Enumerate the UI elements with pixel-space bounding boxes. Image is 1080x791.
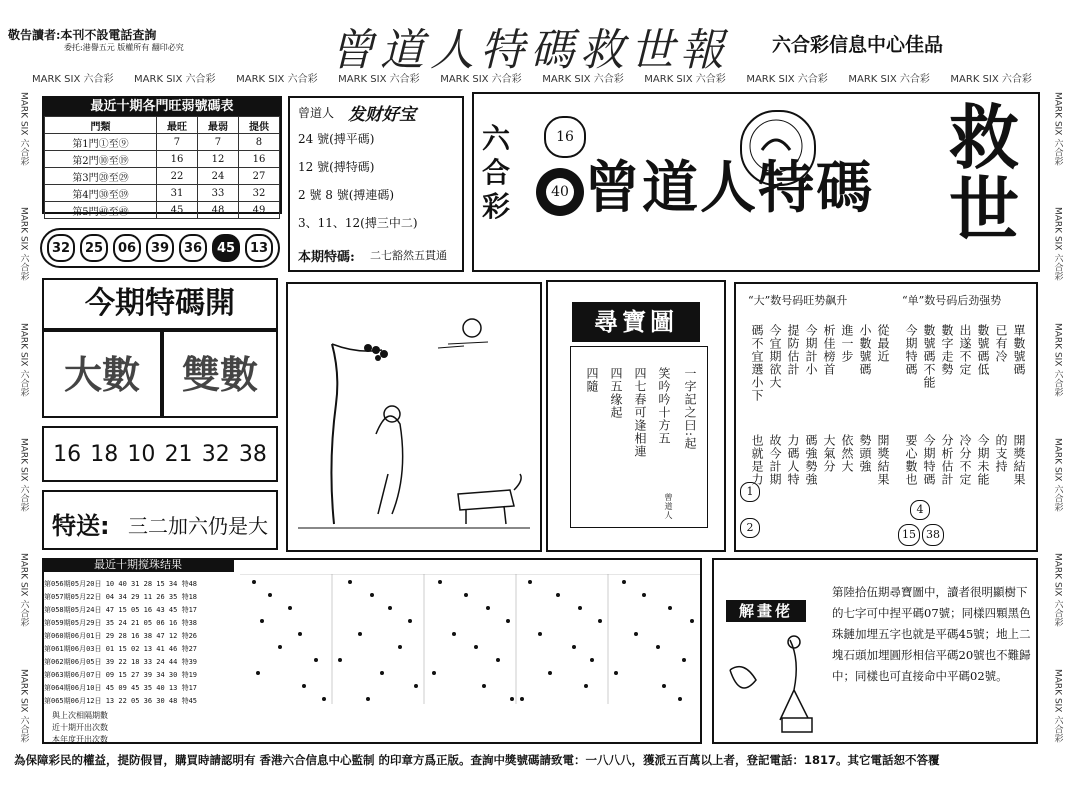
trend-col: 從最近 [876, 324, 890, 363]
table-row [45, 202, 280, 219]
table-cell: 7 [157, 134, 198, 151]
trend-col: 單數號碼 [1012, 324, 1026, 376]
explain-banner: 解畫佬 [726, 600, 806, 622]
explain-panel [712, 558, 1038, 744]
table-cell: 48 [197, 202, 238, 219]
trend-col: 析佳榜首 [822, 324, 836, 376]
main-title-panel [472, 92, 1040, 272]
footer-text: 為保障彩民的權益，提防假冒，購買時請認明有 香港六合信息中心監制 的印章方爲正版。查詢中獎號碼請致電：一八八八，獲派五百萬以上者，登記電話：1817。其它電話恕不答覆 [14, 753, 940, 767]
trend-col: 出遂不定 [958, 324, 972, 376]
brand-mark: MARK SIX 六合彩 [18, 553, 29, 627]
trend-col: 進一步 [840, 324, 854, 363]
tip-line: 3、11、12(搏三中二) [298, 216, 418, 230]
number-ball: 13 [245, 234, 273, 262]
trend-col: 的支持 [994, 434, 1008, 473]
result-row: 第061期06月03日 01 15 02 13 41 46 特27 [44, 645, 198, 653]
main-title-jiu: 救世 [949, 96, 1019, 251]
brand-mark: MARK SIX 六合彩 [18, 92, 29, 166]
number-ball: 06 [113, 234, 141, 262]
tip-line: 2 號 8 號(搏連碼) [298, 188, 395, 202]
dot-grid-svg [240, 574, 700, 704]
table-cell: 49 [238, 202, 279, 219]
table-cell: 第2門⑩至⑲ [45, 151, 157, 168]
trend-col: 今期特碼 [922, 434, 936, 486]
trend-col: 力碼人特 [786, 434, 800, 486]
table-cell: 第1門①至⑨ [45, 134, 157, 151]
title-ball-number: 40 [546, 178, 574, 206]
brand-mark: MARK SIX 六合彩 [236, 74, 318, 85]
results-dot-grid [240, 574, 700, 704]
scroll-col: 笑吟吟十方五 [657, 367, 671, 445]
trend-heading-odd: “单”数号码后劲强势 [902, 294, 1002, 307]
circle-number: 38 [922, 524, 944, 546]
number-ball: 45 [212, 234, 240, 262]
circle-number: 15 [898, 524, 920, 546]
big-small: 大數 [42, 330, 162, 418]
stat-label: 與上次相隔期數 [52, 711, 108, 720]
circle-number: 2 [740, 518, 760, 538]
trend-col: 今宜期欲大 [768, 324, 782, 389]
copyright-text: 委托:港譽五元 版權所有 翻印必究 [64, 43, 184, 52]
illustration-panel [286, 282, 542, 552]
table-cell: 33 [197, 185, 238, 202]
trends-panel [734, 282, 1038, 552]
trend-col: 依然大 [840, 434, 854, 473]
trend-heading-big: “大”数号码旺势飙升 [748, 294, 848, 307]
table-cell: 27 [238, 168, 279, 185]
stat-label: 本年度开出次数 [52, 735, 108, 744]
results-title: 最近十期搅珠结果 [42, 558, 234, 572]
trend-col: 數字走勢 [940, 324, 954, 376]
trend-col: 今期未能 [976, 434, 990, 486]
brand-mark: MARK SIX 六合彩 [1052, 322, 1063, 396]
brand-mark: MARK SIX 六合彩 [440, 74, 522, 85]
trend-col: 冷分不定 [958, 434, 972, 486]
brand-mark: MARK SIX 六合彩 [18, 668, 29, 742]
tips-heading-script: 发财好宝 [348, 105, 416, 125]
brand-mark: MARK SIX 六合彩 [644, 74, 726, 85]
table-cell: 16 [238, 151, 279, 168]
result-row: 第057期05月22日 04 34 29 11 26 35 特18 [44, 593, 198, 601]
trend-col: 數號碼不能 [922, 324, 936, 389]
table-row [45, 168, 280, 185]
trend-col: 故今計期 [768, 434, 782, 486]
trend-col: 今期計小 [804, 324, 818, 376]
presenter-text: 六合彩信息中心佳品 [772, 34, 944, 56]
trend-col: 碼強勢強 [804, 434, 818, 486]
table-cell: 22 [157, 168, 198, 185]
table-cell: 8 [238, 134, 279, 151]
illustration-sketch [288, 284, 540, 550]
lucky-balls-strip [40, 228, 280, 268]
scroll-col: 四五缘起 [609, 367, 623, 419]
table-cell: 16 [157, 151, 198, 168]
brand-mark: MARK SIX 六合彩 [542, 74, 624, 85]
treasure-map-panel [546, 280, 726, 552]
brand-strip-right [1048, 92, 1068, 742]
trend-col: 也就是力 [750, 434, 764, 486]
table-cell: 7 [197, 134, 238, 151]
tip-line: 12 號(搏特碼) [298, 160, 375, 174]
brand-mark: MARK SIX 六合彩 [950, 74, 1032, 85]
tips-heading: 曾道人 [298, 106, 335, 120]
odd-even: 雙數 [162, 330, 278, 418]
title-ball-dark [536, 168, 584, 216]
period-label: 本期特碼: [298, 250, 355, 265]
predicted-number: 18 [90, 441, 119, 467]
brand-mark: MARK SIX 六合彩 [1052, 553, 1063, 627]
strength-table-title: 最近十期各門旺弱號碼表 [44, 98, 280, 116]
number-ball: 36 [179, 234, 207, 262]
trend-col: 今期特碼 [904, 324, 918, 376]
number-ball: 32 [47, 234, 75, 262]
col-header: 門類 [45, 117, 157, 134]
special-key: 特送: [52, 512, 110, 540]
brand-mark: MARK SIX 六合彩 [32, 74, 114, 85]
trend-col: 開獎結果 [1012, 434, 1026, 486]
trend-col: 提防估計 [786, 324, 800, 376]
scroll-col: 四七春可逢相連 [633, 367, 647, 458]
brand-mark: MARK SIX 六合彩 [338, 74, 420, 85]
table-row [45, 151, 280, 168]
predicted-number: 21 [164, 441, 193, 467]
number-ball: 39 [146, 234, 174, 262]
scroll-col: 一字記之曰:起 [683, 367, 697, 451]
predicted-numbers [42, 426, 278, 482]
brand-mark: MARK SIX 六合彩 [18, 322, 29, 396]
circle-number: 1 [740, 482, 760, 502]
predicted-number: 38 [238, 441, 267, 467]
brand-mark: MARK SIX 六合彩 [1052, 207, 1063, 281]
result-row: 第059期05月29日 35 24 21 05 06 16 特38 [44, 619, 198, 627]
trend-col: 分析估計 [940, 434, 954, 486]
title-ball: 16 [544, 116, 586, 158]
tip-line: 24 號(搏平碼) [298, 132, 375, 146]
result-row: 第056期05月20日 10 40 31 28 15 34 特48 [44, 580, 198, 588]
result-row: 第063期06月07日 09 15 27 39 34 30 特19 [44, 671, 198, 679]
strength-table-panel [42, 96, 282, 218]
brand-mark: MARK SIX 六合彩 [18, 207, 29, 281]
trend-col: 碼不宜選小下 [750, 324, 764, 402]
brand-mark: MARK SIX 六合彩 [1052, 437, 1063, 512]
notice-text: 敬告讀者:本刊不設電話查詢 [8, 28, 157, 42]
brand-mark: MARK SIX 六合彩 [1052, 92, 1063, 166]
result-row: 第064期06月10日 45 09 45 35 40 13 特17 [44, 684, 198, 692]
lhc-label: 六合彩 [482, 122, 511, 223]
table-cell: 32 [238, 185, 279, 202]
table-row [45, 134, 280, 151]
predicted-number: 32 [201, 441, 230, 467]
number-ball: 25 [80, 234, 108, 262]
circle-number: 4 [910, 500, 930, 520]
table-cell: 45 [157, 202, 198, 219]
trend-col: 開獎結果 [876, 434, 890, 486]
trend-col: 要心數也 [904, 434, 918, 486]
brand-strip-left [14, 92, 34, 742]
trend-col: 數號碼低 [976, 324, 990, 376]
open-title: 今期特碼開 [42, 278, 278, 330]
col-header: 最旺 [157, 117, 198, 134]
tips-panel [288, 96, 464, 272]
table-row [45, 185, 280, 202]
scroll-col: 四隨 [585, 367, 599, 393]
special-panel [42, 490, 278, 550]
strength-table [44, 116, 280, 219]
brand-mark: MARK SIX 六合彩 [18, 437, 29, 512]
table-cell: 31 [157, 185, 198, 202]
explain-text: 第陸拾伍期尋寶圖中，讀者很明顯樹下的七字可中捏平碼07號；同樣四顆黑色珠鏈加埋五字也就是平碼45號；地上二塊石頭加埋圓形相信平碼20號也不難歸中；同樣也可直接命中平碼02號。 [832, 585, 1031, 683]
trend-col: 勢頭強 [858, 434, 872, 473]
trend-col: 小數號碼 [858, 324, 872, 376]
special-value: 三二加六仍是大 [128, 514, 268, 538]
result-row: 第060期06月01日 29 28 16 38 47 12 特26 [44, 632, 198, 640]
col-header: 提供 [238, 117, 279, 134]
table-cell: 第5門㊵至㊾ [45, 202, 157, 219]
scroll-frame [570, 346, 708, 528]
brand-strip-top [32, 70, 1032, 86]
brand-mark: MARK SIX 六合彩 [1052, 668, 1063, 742]
predicted-number: 10 [127, 441, 156, 467]
period-text: 二七豁然五貫通 [370, 249, 447, 262]
treasure-title: 尋寶圖 [572, 302, 700, 342]
table-cell: 第3門⑳至㉙ [45, 168, 157, 185]
trend-col: 大氣分 [822, 434, 836, 473]
result-row: 第058期05月24日 47 15 05 16 43 45 特17 [44, 606, 198, 614]
brand-mark: MARK SIX 六合彩 [134, 74, 216, 85]
table-cell: 第4門㉚至㊴ [45, 185, 157, 202]
trend-col: 已有冷 [994, 324, 1008, 363]
table-cell: 12 [197, 151, 238, 168]
table-cell: 24 [197, 168, 238, 185]
result-row: 第065期06月12日 13 22 05 36 30 48 特45 [44, 697, 198, 705]
main-title-text: 曾道人特碼 [584, 155, 874, 221]
predicted-number: 16 [53, 441, 82, 467]
col-header: 最弱 [197, 117, 238, 134]
brand-mark: MARK SIX 六合彩 [746, 74, 828, 85]
masthead-title: 曾道人特碼救世報 [330, 25, 730, 76]
brand-mark: MARK SIX 六合彩 [848, 74, 930, 85]
stat-label: 近十期开出次数 [52, 723, 108, 732]
result-row: 第062期06月05日 39 22 18 33 24 44 特39 [44, 658, 198, 666]
scroll-signature: 曾道人 [664, 493, 673, 520]
explain-sketch [720, 630, 826, 738]
